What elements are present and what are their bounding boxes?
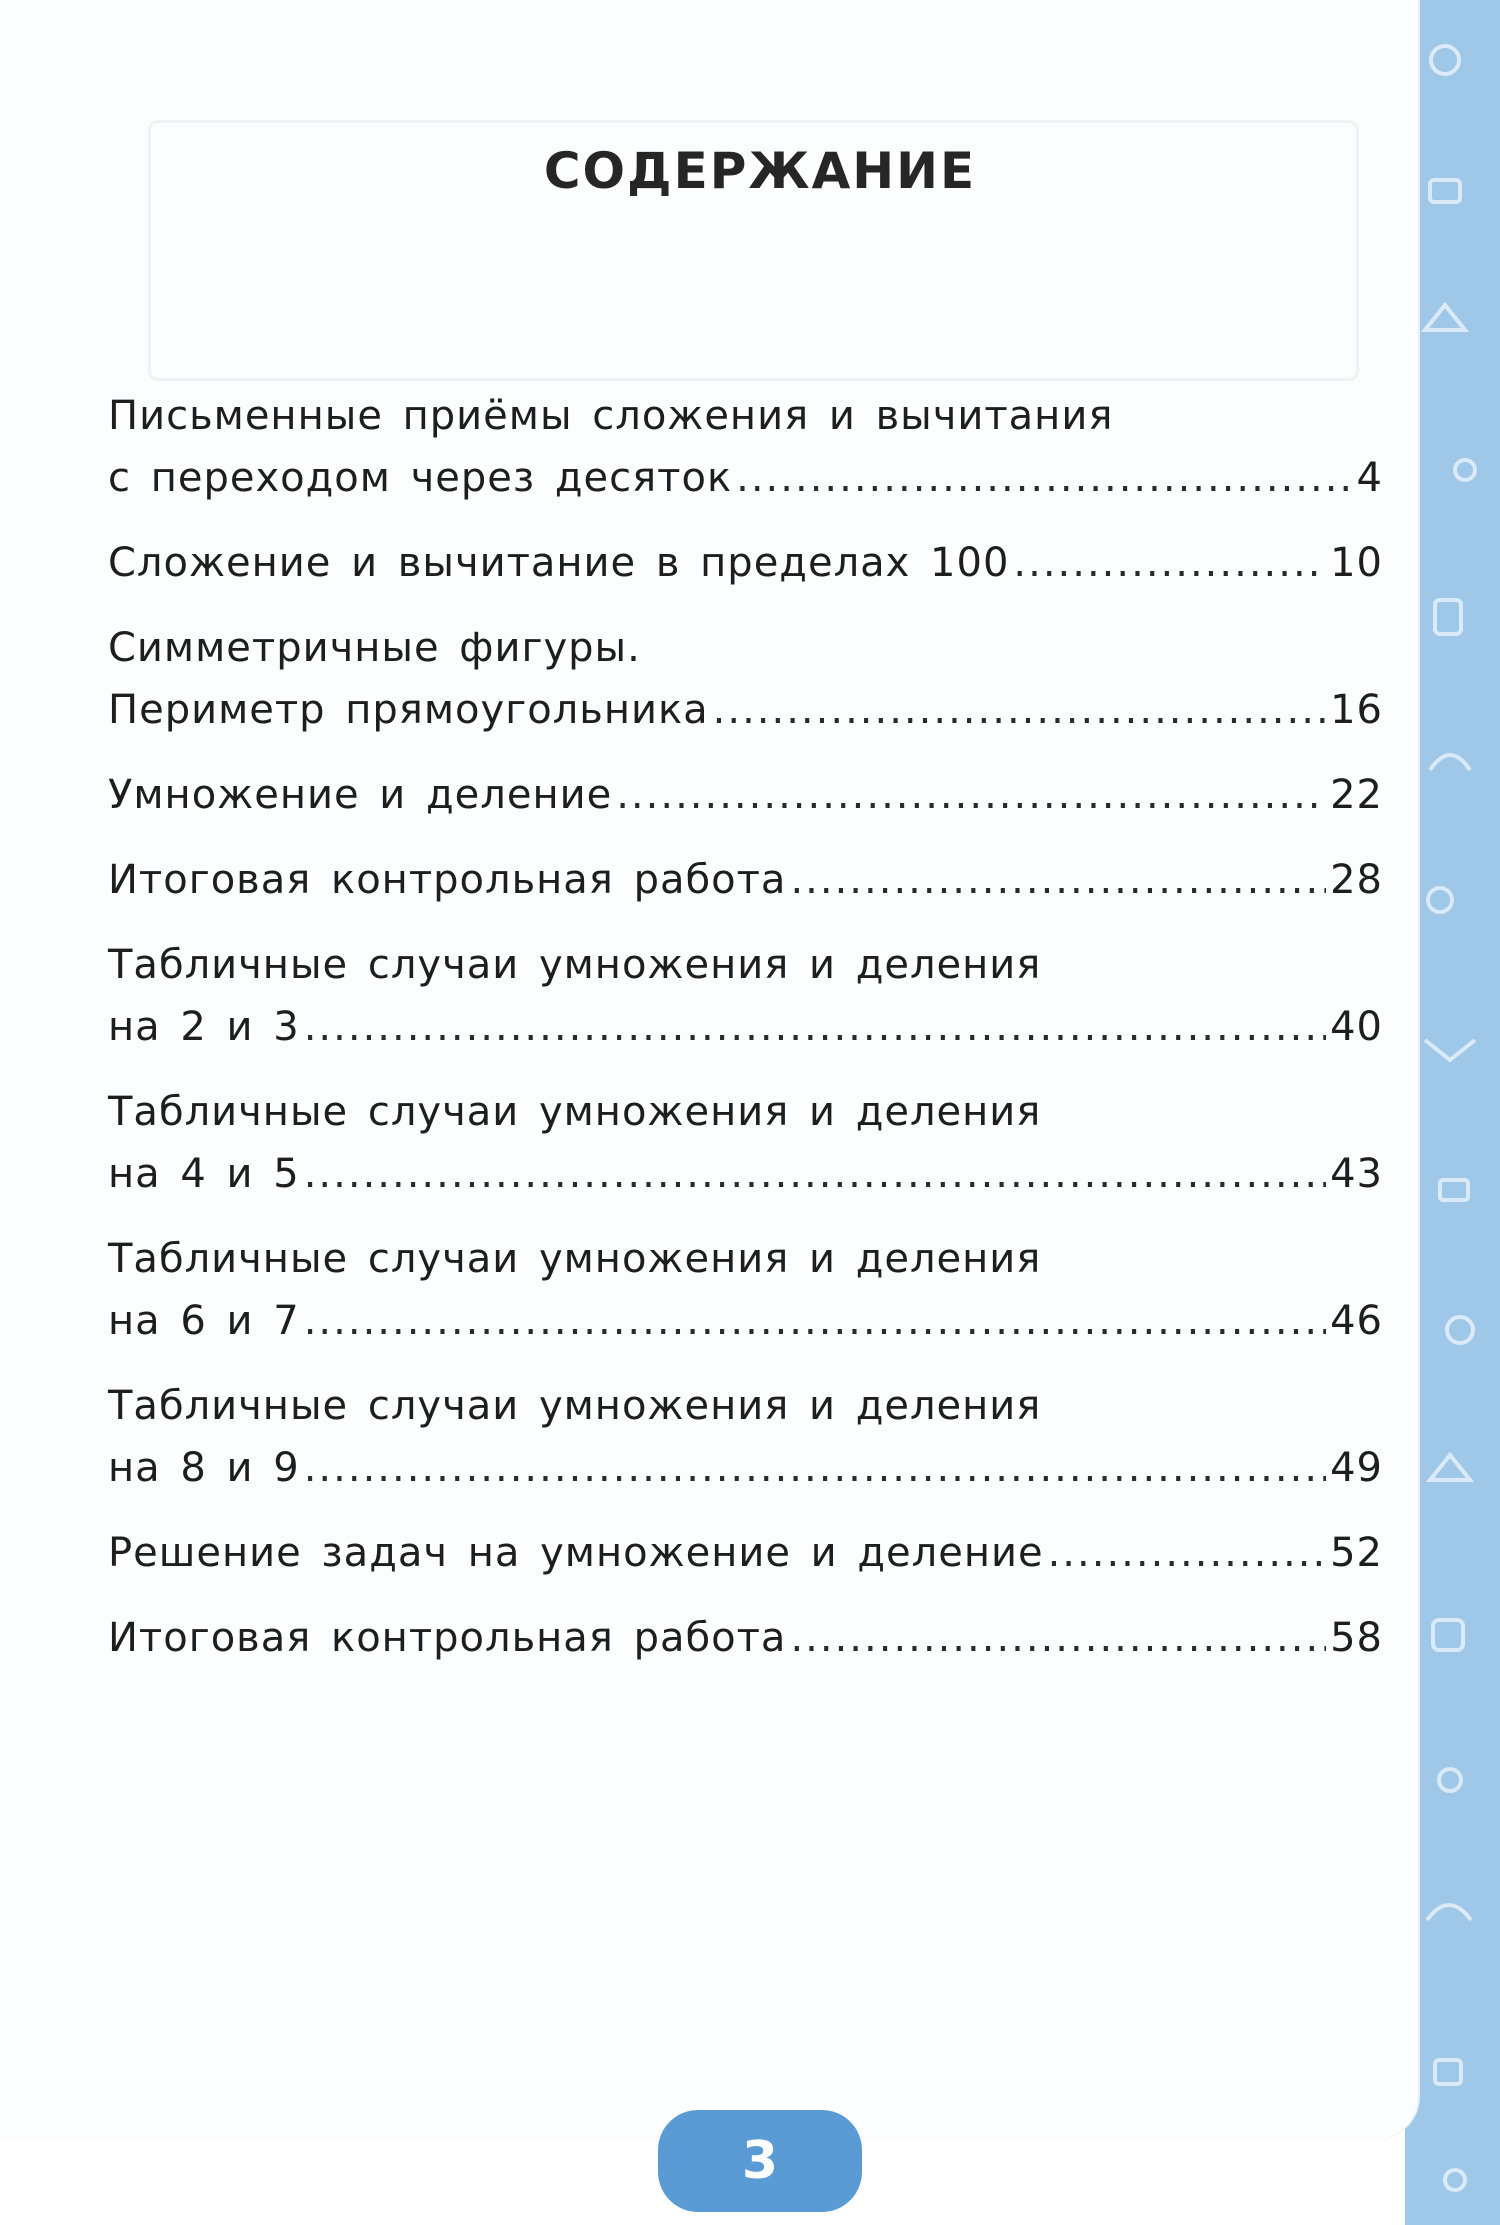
toc-entry-title-end: на 8 и 9: [108, 1445, 300, 1491]
toc-entry[interactable]: [108, 1375, 1383, 1499]
toc-page-number: 52: [1330, 1530, 1383, 1576]
decorative-side-stripe: [1405, 0, 1500, 2225]
toc-entry[interactable]: [108, 764, 1383, 826]
toc-entry[interactable]: [108, 617, 1383, 741]
toc-entry-title-end: Периметр прямоугольника: [108, 687, 709, 733]
toc-page-number: 16: [1330, 687, 1383, 733]
toc-entry-title-line: Симметричные фигуры.: [108, 625, 641, 671]
dot-leader: [304, 1290, 1326, 1352]
page-number: 3: [741, 2131, 779, 2191]
toc-entry-title-line: Табличные случаи умножения и деления: [108, 1236, 1042, 1282]
toc-page-number: 49: [1330, 1445, 1383, 1491]
toc-entry-title-end: Решение задач на умножение и деление: [108, 1530, 1044, 1576]
toc-entry-title-end: на 2 и 3: [108, 1004, 300, 1050]
dot-leader: [790, 849, 1326, 911]
toc-page-number: 43: [1330, 1151, 1383, 1197]
toc-entry[interactable]: [108, 1228, 1383, 1352]
toc-entry[interactable]: [108, 849, 1383, 911]
toc-entry-title-line: Табличные случаи умножения и деления: [108, 942, 1042, 988]
toc-entry[interactable]: [108, 532, 1383, 594]
stripe-pattern-icon: [1405, 0, 1500, 2225]
dot-leader: [1013, 532, 1326, 594]
dot-leader: [304, 1143, 1326, 1205]
toc-page-number: 58: [1330, 1615, 1383, 1661]
toc-entry[interactable]: [108, 385, 1383, 509]
dot-leader: [304, 996, 1326, 1058]
toc-entry-title-end: Сложение и вычитание в пределах 100: [108, 540, 1010, 586]
dot-leader: [304, 1437, 1326, 1499]
toc-page-number: 40: [1330, 1004, 1383, 1050]
dot-leader: [713, 679, 1326, 741]
toc-entry-title-end: Итоговая контрольная работа: [108, 1615, 787, 1661]
dot-leader: [790, 1607, 1326, 1669]
toc-entry-title-end: на 6 и 7: [108, 1298, 300, 1344]
toc-entry-title-line: Письменные приёмы сложения и вычитания: [108, 393, 1114, 439]
toc-entry[interactable]: [108, 934, 1383, 1058]
toc-page-number: 4: [1356, 455, 1383, 501]
toc-entry[interactable]: [108, 1081, 1383, 1205]
toc-entry-title-end: с переходом через десяток: [108, 455, 733, 501]
toc-page-number: 10: [1330, 540, 1383, 586]
toc-entry-title-line: Табличные случаи умножения и деления: [108, 1089, 1042, 1135]
dot-leader: [1048, 1522, 1327, 1584]
toc-entry-title-end: на 4 и 5: [108, 1151, 300, 1197]
toc-entry[interactable]: [108, 1522, 1383, 1584]
toc-entry[interactable]: [108, 1607, 1383, 1669]
toc-entry-title-end: Умножение и деление: [108, 772, 613, 818]
page-title: СОДЕРЖАНИЕ: [543, 142, 977, 200]
toc-page-number: 46: [1330, 1298, 1383, 1344]
page-number-badge: [658, 2110, 862, 2212]
table-of-contents: [108, 385, 1383, 1692]
dot-leader: [736, 447, 1352, 509]
dot-leader: [616, 764, 1326, 826]
toc-page-number: 22: [1330, 772, 1383, 818]
toc-entry-title-end: Итоговая контрольная работа: [108, 857, 787, 903]
toc-page-number: 28: [1330, 857, 1383, 903]
toc-entry-title-line: Табличные случаи умножения и деления: [108, 1383, 1042, 1429]
